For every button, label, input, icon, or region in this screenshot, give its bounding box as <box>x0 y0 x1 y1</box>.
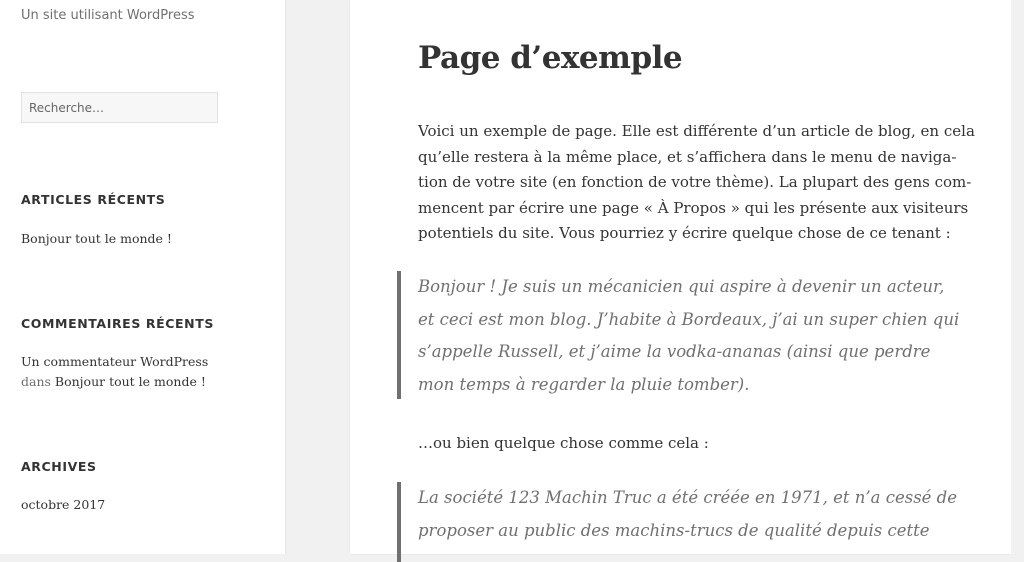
blockquote-1 <box>397 271 960 399</box>
quote-line: et ceci est mon blog. J’habite à Bordeaux, j’ai un super chien qui <box>418 309 960 329</box>
search-input[interactable] <box>21 92 218 123</box>
paragraph-line: …ou bien quelque chose comme cela : <box>418 434 709 452</box>
quote-line: mon temps à regarder la pluie tomber). <box>418 374 750 394</box>
second-paragraph <box>418 431 946 457</box>
intro-paragraph <box>418 119 975 247</box>
quote-line: proposer au public des machins-trucs de qualité depuis cette <box>418 520 930 540</box>
archive-link[interactable]: octobre 2017 <box>21 497 106 512</box>
right-gutter <box>1011 0 1024 554</box>
page-gutter <box>286 0 350 554</box>
paragraph-line: potentiels du site. Vous pourriez y écrire quelque chose de ce tenant : <box>418 224 951 242</box>
comment-author: Un commentateur WordPress <box>21 354 209 369</box>
quote-line: Bonjour ! Je suis un mécanicien qui aspire à devenir un acteur, <box>418 277 945 296</box>
archives-list <box>21 495 105 515</box>
recent-comment-item <box>21 352 208 392</box>
archives-title: ARCHIVES <box>21 459 97 474</box>
page-content <box>350 0 1011 554</box>
recent-comments-title: COMMENTAIRES RÉCENTS <box>21 316 214 331</box>
paragraph-line: tion de votre site (en fonction de votre thème). La plupart des gens com- <box>418 173 972 191</box>
quote-line: La société 123 Machin Truc a été créée en 1971, et n’a cessé de <box>418 488 957 507</box>
paragraph-line: mencent par écrire une page « À Propos » qui les présente aux visiteurs <box>418 198 969 217</box>
page-title: Page d’exemple <box>418 40 683 76</box>
paragraph-line: qu’elle restera à la même place, et s’affichera dans le menu de naviga- <box>418 147 957 166</box>
comment-connector: dans <box>21 374 51 389</box>
site-tagline: Un site utilisant WordPress <box>21 8 195 23</box>
recent-post-link[interactable]: Bonjour tout le monde ! <box>21 231 172 246</box>
blockquote-2 <box>397 482 957 562</box>
paragraph-line: Voici un exemple de page. Elle est différente d’un article de blog, en cela <box>418 122 975 140</box>
recent-posts-list <box>21 229 172 249</box>
comment-post-link[interactable]: Bonjour tout le monde ! <box>54 374 206 389</box>
quote-line: s’appelle Russell, et j’aime la vodka-ananas (ainsi que perdre <box>418 342 931 361</box>
recent-posts-title: ARTICLES RÉCENTS <box>21 192 166 207</box>
sidebar <box>0 0 286 554</box>
